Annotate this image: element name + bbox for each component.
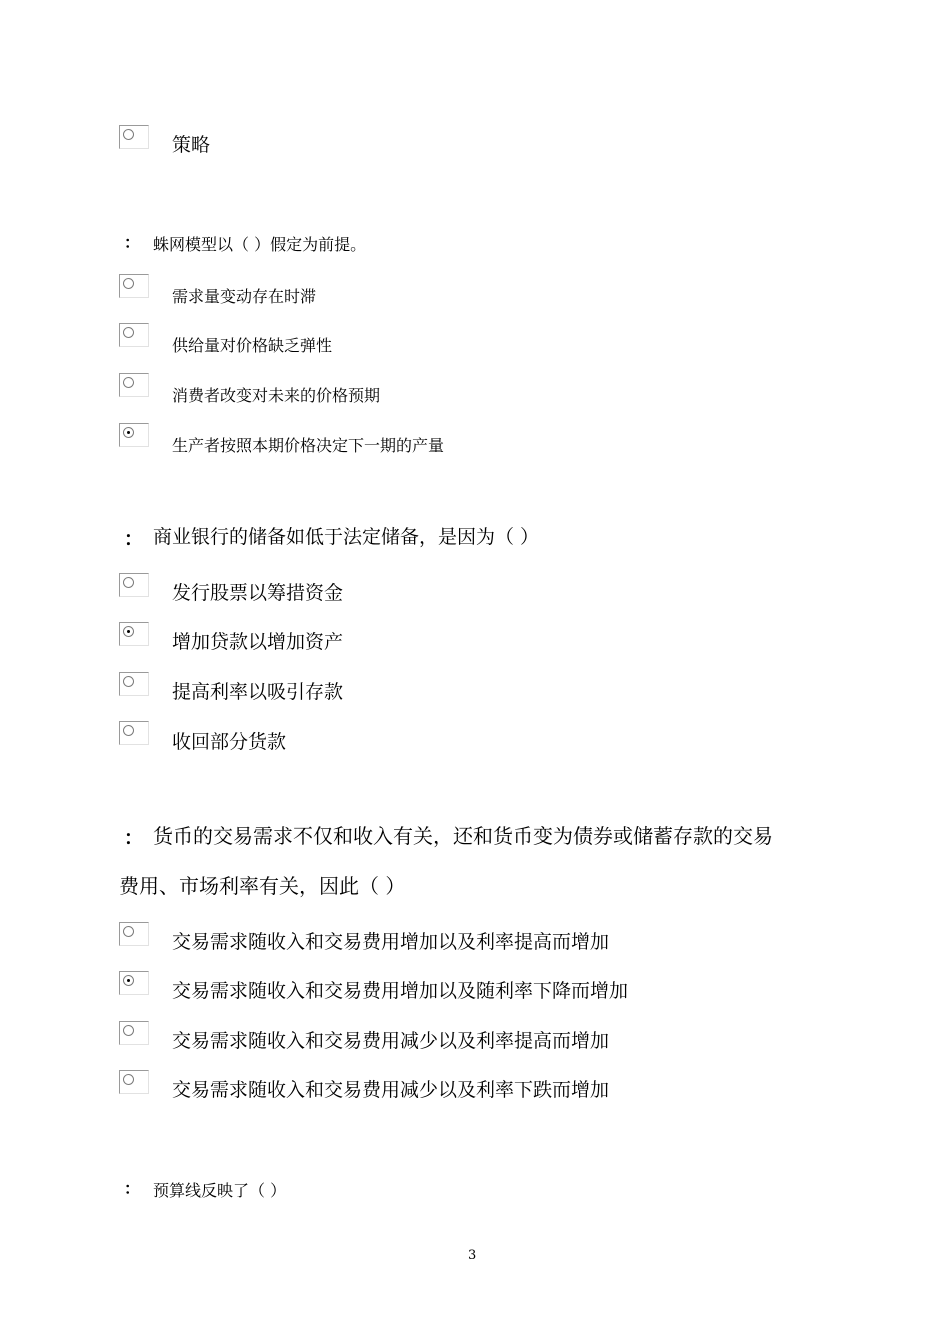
option-label: 增加贷款以增加资产 — [172, 631, 344, 653]
radio-dot — [123, 1025, 134, 1036]
option-label: 生产者按照本期价格决定下一期的产量 — [172, 436, 445, 455]
radio-option[interactable] — [119, 721, 149, 745]
radio-option-selected[interactable] — [119, 622, 149, 646]
page-number: 3 — [468, 1248, 477, 1263]
question-marker: ： — [124, 233, 141, 252]
radio-dot — [123, 129, 134, 140]
question-text-line-1: 货币的交易需求不仅和收入有关，还和货币变为债券或储蓄存款的交易 — [153, 824, 773, 848]
radio-dot — [123, 577, 134, 588]
option-label: 策略 — [172, 134, 211, 156]
option-label: 交易需求随收入和交易费用增加以及随利率下降而增加 — [172, 980, 629, 1002]
radio-dot — [123, 676, 134, 687]
radio-option[interactable] — [119, 323, 149, 347]
option-label: 需求量变动存在时滞 — [172, 287, 317, 306]
radio-dot-checked — [123, 975, 134, 986]
option-label: 交易需求随收入和交易费用减少以及利率下跌而增加 — [172, 1079, 610, 1101]
radio-option-selected[interactable] — [119, 971, 149, 995]
radio-option[interactable] — [119, 573, 149, 597]
question-text-line-2: 费用、市场利率有关，因此（ ） — [119, 874, 406, 898]
radio-dot — [123, 377, 134, 388]
radio-option[interactable] — [119, 672, 149, 696]
option-label: 供给量对价格缺乏弹性 — [172, 336, 333, 355]
option-label: 收回部分货款 — [172, 731, 287, 753]
option-label: 提高利率以吸引存款 — [172, 681, 344, 703]
radio-option[interactable] — [119, 1021, 149, 1045]
radio-option[interactable] — [119, 373, 149, 397]
radio-dot-checked — [123, 626, 134, 637]
question-marker: ： — [124, 528, 144, 550]
question-marker: ： — [124, 827, 144, 849]
radio-option[interactable] — [119, 1070, 149, 1094]
option-label: 发行股票以筹措资金 — [172, 582, 344, 604]
radio-option-selected[interactable] — [119, 423, 149, 447]
radio-option[interactable] — [119, 922, 149, 946]
question-text: 预算线反映了（ ） — [153, 1181, 287, 1200]
radio-dot — [123, 725, 134, 736]
question-text: 蛛网模型以（ ）假定为前提。 — [153, 235, 367, 254]
question-marker: ： — [124, 1179, 141, 1198]
radio-option[interactable] — [119, 274, 149, 298]
question-text: 商业银行的储备如低于法定储备，是因为（ ） — [153, 526, 540, 548]
option-label: 交易需求随收入和交易费用增加以及利率提高而增加 — [172, 931, 610, 953]
radio-dot-checked — [123, 427, 134, 438]
option-label: 交易需求随收入和交易费用减少以及利率提高而增加 — [172, 1030, 610, 1052]
radio-dot — [123, 327, 134, 338]
radio-dot — [123, 926, 134, 937]
option-label: 消费者改变对未来的价格预期 — [172, 386, 381, 405]
radio-option-top[interactable] — [119, 125, 149, 149]
radio-dot — [123, 1074, 134, 1085]
radio-dot — [123, 278, 134, 289]
